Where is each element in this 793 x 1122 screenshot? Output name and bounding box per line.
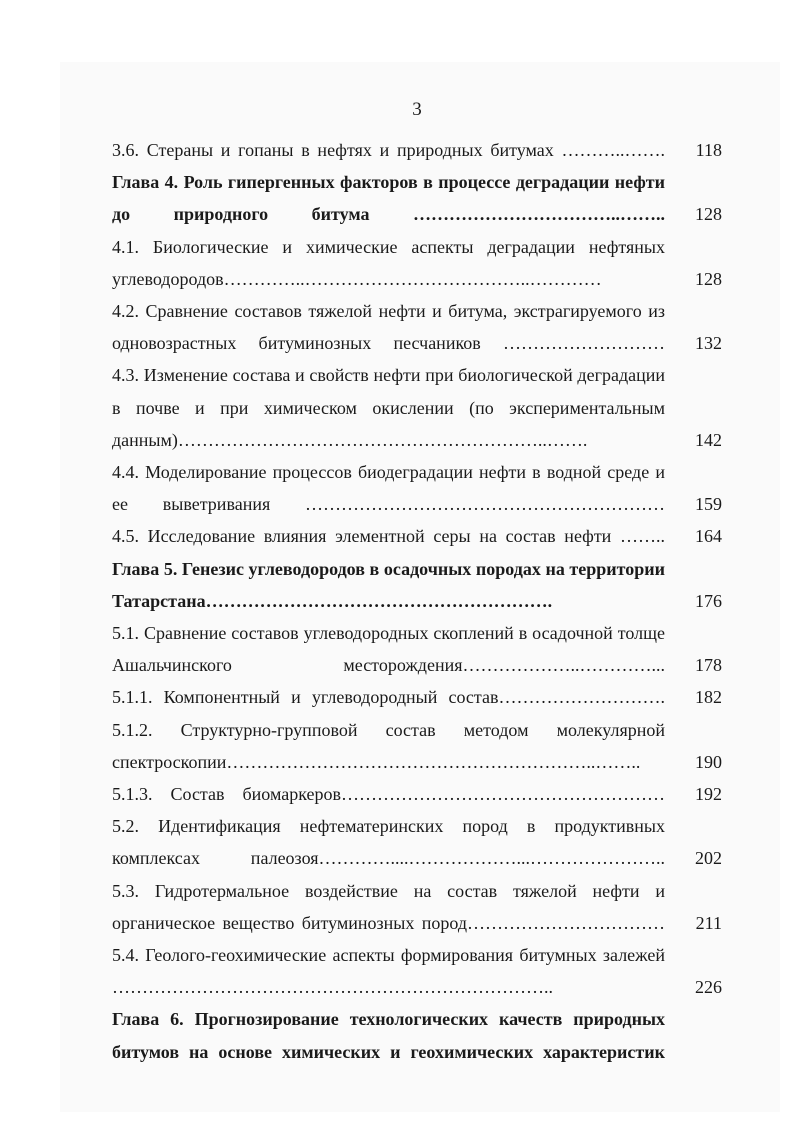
toc-entry-page: 202 bbox=[695, 848, 722, 869]
toc-entry-page: 128 bbox=[695, 268, 722, 289]
toc-entry-5-1-3[interactable] bbox=[112, 778, 722, 810]
toc-entry-title: 5.1.2. Структурно-групповой состав методом молекулярной спектроскопии……………………………………………………..…….. bbox=[112, 719, 665, 772]
toc-entry-4-3[interactable] bbox=[112, 359, 722, 456]
toc-entry-chapter-4[interactable] bbox=[112, 166, 722, 230]
toc-entry-4-1[interactable] bbox=[112, 231, 722, 295]
toc-entry-page: 178 bbox=[695, 655, 722, 676]
toc-entry-title: 5.4. Геолого-геохимические аспекты формирования битумных залежей ……………………………………………………………….. bbox=[112, 945, 665, 998]
toc-entry-page: 118 bbox=[695, 140, 722, 160]
toc-entry-chapter-6[interactable] bbox=[112, 1003, 722, 1067]
toc-entry-5-1-2[interactable] bbox=[112, 714, 722, 778]
toc-entry-page: 182 bbox=[695, 687, 722, 708]
toc-entry-title: 5.2. Идентификация нефтематеринских пород в продуктивных комплексах палеозоя…………....………………...………………….. bbox=[112, 816, 665, 869]
toc-entry-title: Глава 4. Роль гипергенных факторов в процессе деградации нефти до природного битума ……………………………..…….. bbox=[112, 172, 665, 225]
toc-entry-4-4[interactable] bbox=[112, 456, 722, 520]
toc-entry-5-3[interactable] bbox=[112, 875, 722, 939]
toc-entry-title: Глава 5. Генезис углеводородов в осадочных породах на территории Татарстана…………………………………………………. bbox=[112, 558, 665, 611]
toc-entry-page: 226 bbox=[695, 977, 722, 998]
toc-entry-3-6[interactable] bbox=[112, 134, 722, 166]
toc-entry-title: 3.6. Стераны и гопаны в нефтях и природных битумах ………..……. bbox=[112, 140, 665, 160]
toc-entry-title: 4.1. Биологические и химические аспекты деградации нефтяных углеводородов…………..………………………………..………… bbox=[112, 236, 665, 289]
toc-entry-4-2[interactable] bbox=[112, 295, 722, 359]
toc-entry-title: 5.1.3. Состав биомаркеров……………………………………………… bbox=[112, 784, 665, 805]
toc-entry-page: 176 bbox=[695, 590, 722, 611]
page-number: 3 bbox=[412, 99, 422, 120]
toc-entry-title: 4.5. Исследование влияния элементной серы на состав нефти …….. bbox=[112, 526, 665, 547]
toc-entry-chapter-5[interactable] bbox=[112, 553, 722, 617]
toc-entry-title: 5.3. Гидротермальное воздействие на состав тяжелой нефти и органическое вещество битуминозных пород…………………………… bbox=[112, 880, 665, 933]
toc-entry-4-5[interactable] bbox=[112, 520, 722, 552]
toc-entry-5-2[interactable] bbox=[112, 810, 722, 874]
toc-entry-title: Глава 6. Прогнозирование технологических качеств природных битумов на основе химических и геохимических характеристик bbox=[112, 1009, 665, 1062]
toc-entry-title: 5.1.1. Компонентный и углеводородный состав………………………. bbox=[112, 687, 665, 708]
toc-entry-title: 4.4. Моделирование процессов биодеградации нефти в водной среде и ее выветривания …………………………………………………… bbox=[112, 462, 665, 515]
toc-entry-page: 159 bbox=[695, 494, 722, 515]
toc-entry-title: 4.3. Изменение состава и свойств нефти при биологической деградации в почве и при химическом окислении (по экспериментальным данным)……………………………………………………..……. bbox=[112, 365, 665, 450]
toc-entry-page: 128 bbox=[695, 204, 722, 225]
toc-entry-5-1[interactable] bbox=[112, 617, 722, 681]
toc-entry-page: 164 bbox=[695, 526, 722, 547]
toc-entry-page: 211 bbox=[695, 912, 722, 933]
toc-entry-page: 190 bbox=[695, 751, 722, 772]
toc-entry-5-4[interactable] bbox=[112, 939, 722, 1003]
table-of-contents bbox=[112, 134, 722, 1068]
toc-entry-5-1-1[interactable] bbox=[112, 681, 722, 713]
toc-entry-page: 142 bbox=[695, 429, 722, 450]
toc-entry-title: 5.1. Сравнение составов углеводородных скоплений в осадочной толще Ашальчинского месторождения………………..…………... bbox=[112, 623, 665, 676]
toc-entry-title: 4.2. Сравнение составов тяжелой нефти и битума, экстрагируемого из одновозрастных битуминозных песчаников ……………………… bbox=[112, 301, 665, 354]
toc-entry-page: 132 bbox=[695, 333, 722, 354]
toc-entry-page: 192 bbox=[695, 784, 722, 805]
